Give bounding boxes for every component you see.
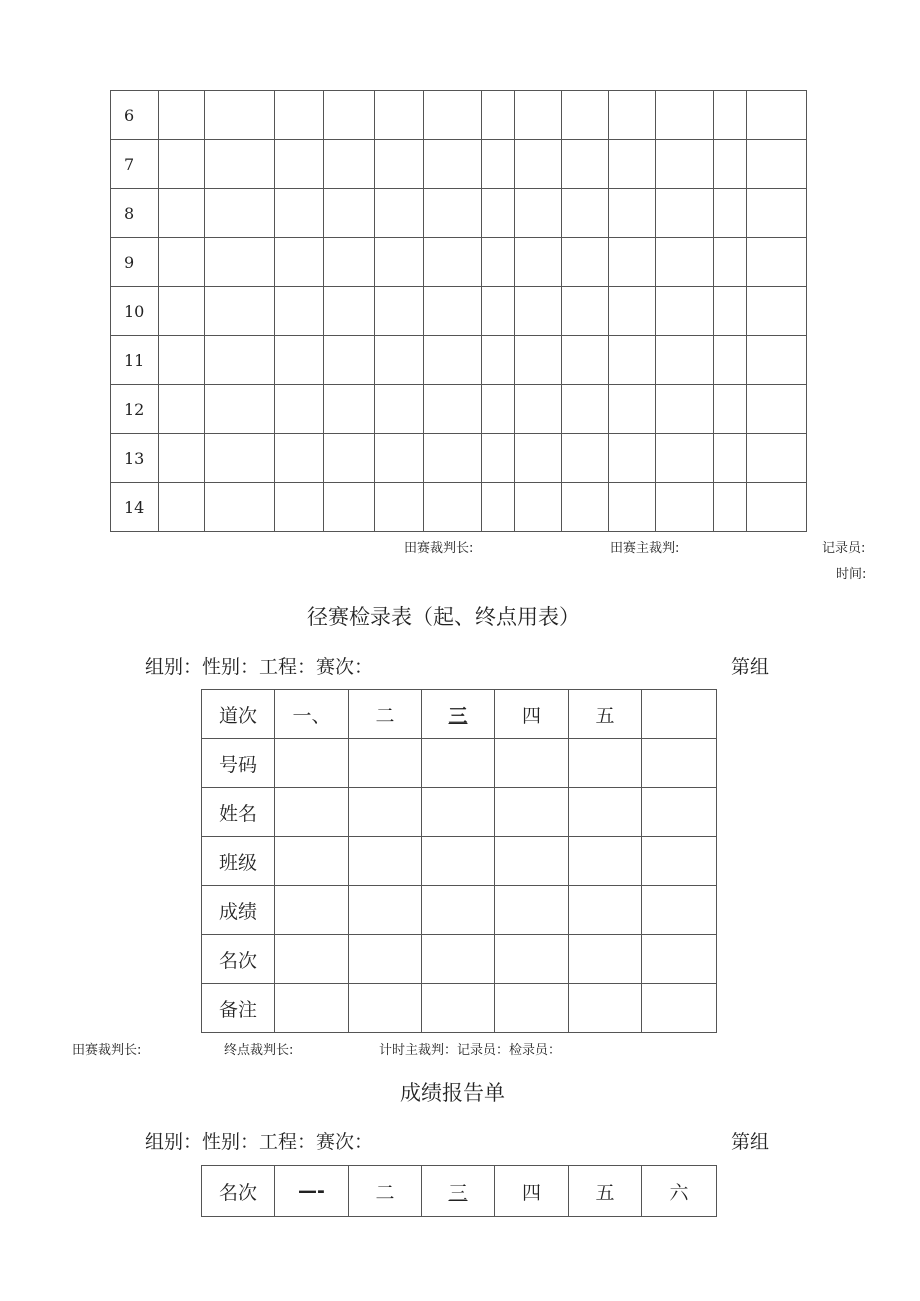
field-cell	[482, 385, 515, 434]
field-cell	[424, 238, 482, 287]
track-cell	[349, 886, 422, 935]
track-row-label: 名次	[202, 935, 275, 984]
field-cell	[324, 287, 375, 336]
track-cell	[495, 984, 569, 1033]
field-cell	[482, 238, 515, 287]
field-cell	[275, 336, 324, 385]
field-cell	[515, 336, 562, 385]
field-chief-judge-label: 田赛裁判长:	[404, 541, 474, 556]
field-cell	[324, 434, 375, 483]
track-cell	[275, 837, 349, 886]
track-cell	[642, 739, 717, 788]
field-cell	[714, 189, 747, 238]
field-cell	[159, 189, 205, 238]
col-1: 一、	[275, 690, 349, 739]
field-cell	[609, 140, 656, 189]
field-row	[111, 189, 807, 238]
field-cell	[205, 238, 275, 287]
field-cell	[747, 483, 807, 532]
track-row	[202, 935, 717, 984]
field-cell	[714, 287, 747, 336]
field-cell	[275, 483, 324, 532]
field-cell	[205, 140, 275, 189]
field-cell	[375, 287, 424, 336]
field-cell	[515, 91, 562, 140]
field-cell	[375, 189, 424, 238]
track-cell	[349, 837, 422, 886]
col-lane: 道次	[202, 690, 275, 739]
track-cell	[569, 886, 642, 935]
field-cell	[714, 238, 747, 287]
field-cell	[275, 91, 324, 140]
track-row	[202, 886, 717, 935]
field-cell	[375, 91, 424, 140]
field-cell	[482, 336, 515, 385]
field-cell	[424, 385, 482, 434]
track-cell	[422, 739, 495, 788]
field-cell	[324, 385, 375, 434]
row-number: 10	[111, 287, 159, 336]
track-header-right: 第组	[731, 656, 770, 678]
field-cell	[656, 140, 714, 189]
track-cell	[349, 739, 422, 788]
field-cell	[562, 287, 609, 336]
field-cell	[275, 385, 324, 434]
field-cell	[324, 483, 375, 532]
field-cell	[609, 385, 656, 434]
track-row	[202, 984, 717, 1033]
field-cell	[562, 483, 609, 532]
track-cell	[569, 935, 642, 984]
track-cell	[422, 788, 495, 837]
track-cell	[642, 886, 717, 935]
field-cell	[656, 91, 714, 140]
field-cell	[159, 336, 205, 385]
field-cell	[424, 336, 482, 385]
row-number: 12	[111, 385, 159, 434]
col-6	[642, 690, 717, 739]
field-results-table	[110, 90, 807, 532]
track-cell	[642, 837, 717, 886]
field-cell	[159, 385, 205, 434]
track-row-label: 备注	[202, 984, 275, 1033]
field-cell	[656, 238, 714, 287]
field-cell	[515, 483, 562, 532]
row-number: 6	[111, 91, 159, 140]
field-cell	[375, 140, 424, 189]
rcol-2: 二	[349, 1166, 422, 1217]
track-cell	[569, 739, 642, 788]
field-cell	[482, 140, 515, 189]
field-cell	[324, 140, 375, 189]
result-header-row	[202, 1166, 717, 1217]
track-cell	[495, 739, 569, 788]
field-cell	[424, 434, 482, 483]
field-cell	[747, 140, 807, 189]
field-cell	[275, 238, 324, 287]
field-cell	[424, 91, 482, 140]
field-cell	[747, 385, 807, 434]
field-cell	[482, 189, 515, 238]
field-cell	[424, 189, 482, 238]
field-cell	[324, 238, 375, 287]
track-cell	[569, 788, 642, 837]
track-header-left: 组别：性别：工程：赛次：	[145, 656, 374, 678]
field-cell	[747, 91, 807, 140]
field-cell	[562, 189, 609, 238]
col-3: 三	[422, 690, 495, 739]
field-cell	[275, 140, 324, 189]
field-recorder-label: 记录员:	[822, 541, 866, 556]
track-cell	[422, 886, 495, 935]
field-cell	[714, 434, 747, 483]
field-cell	[375, 238, 424, 287]
track-cell	[569, 984, 642, 1033]
field-cell	[656, 434, 714, 483]
field-cell	[482, 287, 515, 336]
row-number: 11	[111, 336, 159, 385]
col-4: 四	[495, 690, 569, 739]
field-cell	[656, 287, 714, 336]
field-cell	[515, 385, 562, 434]
track-cell	[495, 788, 569, 837]
field-cell	[375, 385, 424, 434]
field-cell	[482, 91, 515, 140]
field-cell	[562, 238, 609, 287]
field-cell	[515, 287, 562, 336]
field-cell	[159, 287, 205, 336]
field-cell	[375, 336, 424, 385]
track-cell	[275, 935, 349, 984]
field-cell	[205, 336, 275, 385]
track-cell	[569, 837, 642, 886]
field-row	[111, 483, 807, 532]
field-cell	[609, 189, 656, 238]
row-number: 13	[111, 434, 159, 483]
field-cell	[609, 434, 656, 483]
result-report-table	[201, 1165, 717, 1217]
field-cell	[159, 483, 205, 532]
track-cell	[275, 984, 349, 1033]
field-cell	[609, 336, 656, 385]
track-cell	[495, 886, 569, 935]
track-checkin-table	[201, 689, 717, 1033]
field-cell	[515, 189, 562, 238]
field-row	[111, 434, 807, 483]
field-cell	[562, 434, 609, 483]
field-cell	[714, 91, 747, 140]
track-cell	[275, 788, 349, 837]
track-row-label: 成绩	[202, 886, 275, 935]
field-cell	[205, 287, 275, 336]
track-header-row	[202, 690, 717, 739]
track-cell	[642, 984, 717, 1033]
field-row	[111, 91, 807, 140]
field-cell	[375, 434, 424, 483]
track-sig-finish: 终点裁判长:	[224, 1043, 294, 1058]
field-cell	[424, 140, 482, 189]
field-cell	[747, 238, 807, 287]
track-sig-timing: 计时主裁判：记录员：检录员：	[379, 1043, 562, 1058]
track-cell	[642, 935, 717, 984]
track-cell	[349, 935, 422, 984]
field-cell	[275, 189, 324, 238]
field-cell	[609, 91, 656, 140]
track-cell	[275, 739, 349, 788]
field-cell	[275, 287, 324, 336]
row-number: 7	[111, 140, 159, 189]
field-cell	[656, 189, 714, 238]
rcol-6: 六	[642, 1166, 717, 1217]
track-cell	[422, 935, 495, 984]
track-cell	[495, 935, 569, 984]
field-cell	[609, 238, 656, 287]
field-time-label: 时间:	[836, 567, 867, 582]
track-cell	[349, 984, 422, 1033]
field-cell	[159, 238, 205, 287]
row-number: 8	[111, 189, 159, 238]
field-cell	[324, 91, 375, 140]
field-cell	[714, 385, 747, 434]
field-cell	[515, 140, 562, 189]
field-cell	[747, 434, 807, 483]
field-cell	[609, 287, 656, 336]
track-cell	[349, 788, 422, 837]
col-5: 五	[569, 690, 642, 739]
track-cell	[495, 837, 569, 886]
row-number: 9	[111, 238, 159, 287]
field-cell	[205, 483, 275, 532]
track-row-label: 班级	[202, 837, 275, 886]
field-cell	[656, 336, 714, 385]
col-2: 二	[349, 690, 422, 739]
field-cell	[205, 385, 275, 434]
field-cell	[747, 189, 807, 238]
field-cell	[656, 385, 714, 434]
field-cell	[714, 483, 747, 532]
field-main-judge-label: 田赛主裁判:	[610, 541, 680, 556]
result-header-left: 组别：性别：工程：赛次：	[145, 1131, 374, 1153]
track-row	[202, 837, 717, 886]
field-cell	[747, 287, 807, 336]
field-cell	[159, 91, 205, 140]
field-cell	[275, 434, 324, 483]
field-row	[111, 287, 807, 336]
field-cell	[515, 434, 562, 483]
field-row	[111, 385, 807, 434]
field-cell	[375, 483, 424, 532]
field-cell	[562, 385, 609, 434]
field-cell	[562, 91, 609, 140]
field-cell	[205, 189, 275, 238]
field-cell	[747, 336, 807, 385]
track-cell	[642, 788, 717, 837]
field-cell	[562, 336, 609, 385]
field-cell	[324, 336, 375, 385]
track-cell	[422, 984, 495, 1033]
track-cell	[275, 886, 349, 935]
field-cell	[424, 483, 482, 532]
field-cell	[205, 91, 275, 140]
field-cell	[714, 336, 747, 385]
result-title: 成绩报告单	[400, 1081, 505, 1105]
field-cell	[482, 483, 515, 532]
track-row	[202, 739, 717, 788]
row-number: 14	[111, 483, 159, 532]
field-cell	[159, 434, 205, 483]
rcol-rank: 名次	[202, 1166, 275, 1217]
field-cell	[424, 287, 482, 336]
field-row	[111, 238, 807, 287]
rcol-4: 四	[495, 1166, 569, 1217]
field-cell	[159, 140, 205, 189]
track-row-label: 号码	[202, 739, 275, 788]
rcol-3: 三	[422, 1166, 495, 1217]
track-sig-chief: 田赛裁判长:	[72, 1043, 142, 1058]
track-cell	[422, 837, 495, 886]
track-title: 径赛检录表（起、终点用表）	[307, 605, 580, 629]
track-row	[202, 788, 717, 837]
field-cell	[714, 140, 747, 189]
track-row-label: 姓名	[202, 788, 275, 837]
rcol-5: 五	[569, 1166, 642, 1217]
field-cell	[324, 189, 375, 238]
result-header-right: 第组	[731, 1131, 770, 1153]
field-row	[111, 140, 807, 189]
field-row	[111, 336, 807, 385]
field-cell	[515, 238, 562, 287]
rcol-1: —-	[275, 1166, 349, 1217]
field-cell	[609, 483, 656, 532]
field-cell	[656, 483, 714, 532]
field-cell	[482, 434, 515, 483]
field-cell	[562, 140, 609, 189]
field-cell	[205, 434, 275, 483]
